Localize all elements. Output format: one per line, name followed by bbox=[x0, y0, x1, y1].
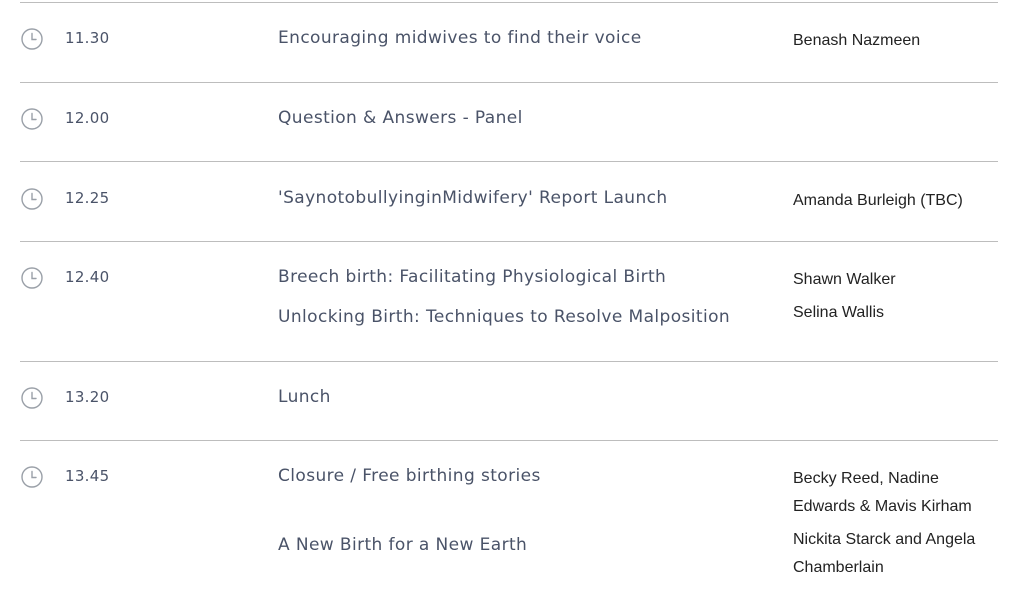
session-time: 11.30 bbox=[65, 29, 110, 47]
session-time: 13.45 bbox=[65, 467, 110, 485]
session-speaker: Shawn Walker bbox=[793, 271, 896, 288]
session-title: Breech birth: Facilitating Physiological Birth bbox=[278, 267, 667, 287]
session-time: 12.25 bbox=[65, 189, 110, 207]
schedule-row bbox=[20, 242, 998, 362]
schedule-row bbox=[20, 82, 998, 162]
clock-icon bbox=[21, 267, 43, 289]
clock-icon bbox=[21, 28, 43, 50]
session-time: 12.40 bbox=[65, 268, 110, 286]
session-title: A New Birth for a New Earth bbox=[278, 535, 528, 555]
clock-icon bbox=[21, 387, 43, 409]
session-time: 13.20 bbox=[65, 388, 110, 406]
clock-icon bbox=[21, 466, 43, 488]
session-speaker: Amanda Burleigh (TBC) bbox=[793, 192, 963, 209]
session-title: Encouraging midwives to find their voice bbox=[278, 28, 642, 48]
session-title: Lunch bbox=[278, 387, 331, 407]
schedule-row bbox=[20, 441, 998, 591]
schedule-row bbox=[20, 361, 998, 441]
clock-icon bbox=[21, 108, 43, 130]
session-speaker: Selina Wallis bbox=[793, 304, 884, 321]
session-title: 'SaynotobullyinginMidwifery' Report Launch bbox=[278, 188, 668, 208]
session-time: 12.00 bbox=[65, 109, 110, 127]
session-speaker: Nickita Starck and Angela Chamberlain bbox=[793, 531, 976, 576]
clock-icon bbox=[21, 188, 43, 210]
schedule-row bbox=[20, 162, 998, 242]
session-title: Closure / Free birthing stories bbox=[278, 466, 541, 486]
session-speaker: Becky Reed, Nadine Edwards & Mavis Kirham bbox=[793, 470, 972, 515]
session-speaker: Benash Nazmeen bbox=[793, 32, 921, 49]
session-title: Question & Answers - Panel bbox=[278, 108, 523, 128]
session-title: Unlocking Birth: Techniques to Resolve Malposition bbox=[278, 307, 731, 327]
schedule-row bbox=[20, 0, 998, 82]
